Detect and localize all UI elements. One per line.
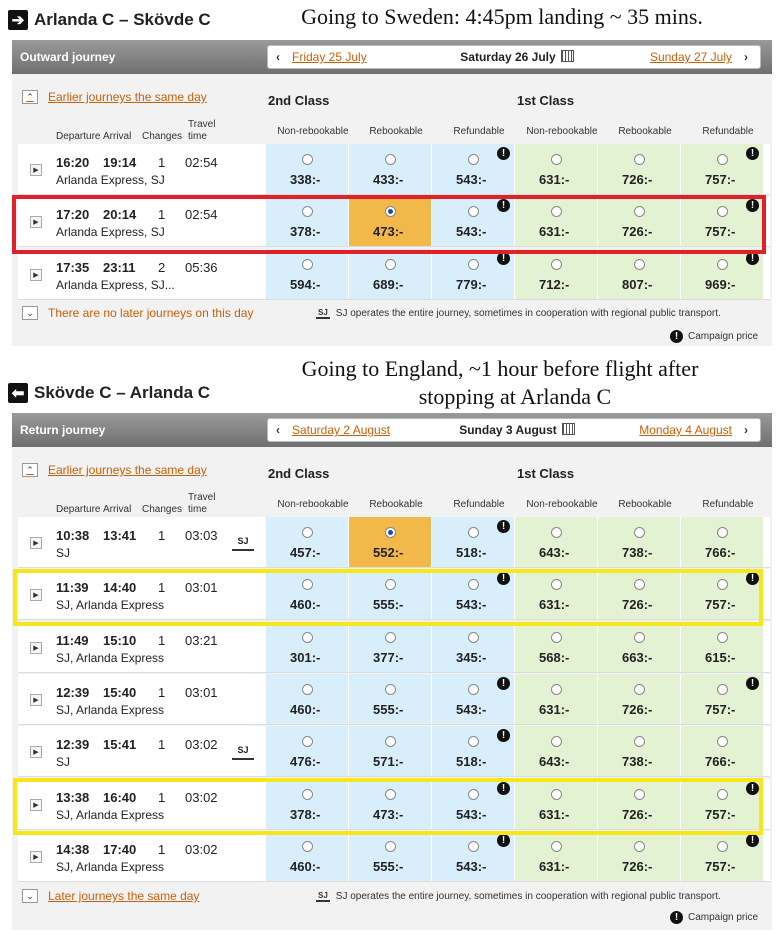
fare-radio-button[interactable] <box>385 684 396 695</box>
next-day-chevron-icon[interactable]: › <box>744 423 748 437</box>
campaign-price-icon: ! <box>746 572 759 585</box>
fare-radio-button[interactable] <box>717 684 728 695</box>
return-panel <box>12 447 772 930</box>
fare-radio-button[interactable] <box>551 527 562 538</box>
fare-price: 378:- <box>290 224 321 240</box>
changes-col-header: Changes <box>142 504 183 515</box>
expand-row-icon[interactable]: ▶ <box>30 746 42 758</box>
fare-price: 738:- <box>622 754 653 770</box>
fare-type-rebookable: Rebookable <box>369 499 423 510</box>
departure-time: 17:20 <box>56 207 90 223</box>
campaign-price-icon: ! <box>497 677 510 690</box>
arrival-time: 15:41 <box>103 737 137 753</box>
fare-cell[interactable] <box>515 622 597 672</box>
chevron-up-icon[interactable]: ⌃ <box>22 90 38 104</box>
fare-price: 712:- <box>539 276 570 292</box>
fare-radio-button[interactable] <box>634 632 645 643</box>
operators: SJ, Arlanda Express <box>56 859 165 874</box>
changes-count: 1 <box>158 841 166 857</box>
fare-cell[interactable] <box>515 249 597 299</box>
fare-radio-button[interactable] <box>634 684 645 695</box>
fare-cell[interactable] <box>681 517 763 567</box>
fare-radio-button[interactable] <box>468 259 479 270</box>
second-class-header: 2nd Class <box>268 93 330 108</box>
journey-row[interactable] <box>18 831 770 882</box>
fare-cell[interactable] <box>432 517 514 567</box>
arrival-time: 20:14 <box>103 207 137 223</box>
fare-price: 726:- <box>622 172 653 187</box>
fare-type-non-rebookable: Non-rebookable <box>526 126 598 137</box>
fare-cell[interactable] <box>432 674 514 724</box>
arrival-time: 15:40 <box>103 684 137 700</box>
operators: SJ, Arlanda Express <box>56 650 165 665</box>
fare-cell[interactable] <box>598 831 680 881</box>
fare-cell[interactable] <box>266 249 348 299</box>
fare-price: 757:- <box>705 701 736 717</box>
first-class-header: 1st Class <box>517 93 575 108</box>
fare-price: 726:- <box>622 701 653 717</box>
fare-cell[interactable] <box>349 831 431 881</box>
arrival-col-header: Arrival <box>103 504 132 515</box>
chevron-down-icon[interactable]: ⌄ <box>22 889 38 903</box>
fare-price: 631:- <box>539 701 570 717</box>
fare-cell[interactable] <box>515 726 597 776</box>
fare-radio-button[interactable] <box>634 736 645 747</box>
return-current-date: Sunday 3 August <box>432 423 602 437</box>
campaign-price-icon: ! <box>746 782 759 795</box>
changes-count: 1 <box>158 789 166 805</box>
fare-type-rebookable: Rebookable <box>618 126 672 137</box>
fare-cell[interactable] <box>681 622 763 672</box>
travel-time: 03:01 <box>185 684 218 700</box>
travel-time: 03:21 <box>185 632 218 648</box>
chevron-down-icon[interactable]: ⌄ <box>22 306 38 320</box>
fare-cell[interactable] <box>266 726 348 776</box>
fare-price: 726:- <box>622 806 653 822</box>
fare-type-refundable: Refundable <box>453 126 505 137</box>
changes-count: 1 <box>158 737 166 753</box>
fare-price: 518:- <box>456 545 487 560</box>
fare-radio-button[interactable] <box>385 259 396 270</box>
fare-price: 518:- <box>456 754 487 770</box>
fare-price: 555:- <box>373 597 404 613</box>
fare-cell[interactable] <box>432 726 514 776</box>
sj-logo-icon: SJ <box>232 742 254 760</box>
fare-radio-button[interactable] <box>717 154 728 165</box>
travel-time: 02:54 <box>185 155 218 170</box>
fare-price: 757:- <box>705 597 736 613</box>
fare-radio-button[interactable] <box>717 736 728 747</box>
travel-time: 03:02 <box>185 841 218 857</box>
changes-count: 1 <box>158 155 166 170</box>
campaign-price-icon: ! <box>746 147 759 160</box>
return-earlier-journeys-link[interactable]: ⌃ Earlier journeys the same day <box>22 463 207 477</box>
fare-price: 460:- <box>290 701 321 717</box>
fare-radio-button[interactable] <box>551 632 562 643</box>
fare-radio-button[interactable] <box>302 154 313 165</box>
campaign-price-icon: ! <box>497 520 510 533</box>
fare-price: 460:- <box>290 597 321 613</box>
fare-price: 757:- <box>705 224 736 240</box>
travel-time-col-header: Travel time <box>188 492 216 515</box>
fare-cell[interactable] <box>266 517 348 567</box>
fare-price: 631:- <box>539 597 570 613</box>
fare-radio-button[interactable] <box>717 841 728 852</box>
fare-radio-button[interactable] <box>385 154 396 165</box>
fare-cell[interactable] <box>432 144 514 194</box>
campaign-price-icon: ! <box>497 782 510 795</box>
journey-row[interactable] <box>18 249 770 300</box>
outward-current-date: Saturday 26 July <box>432 50 602 64</box>
fare-cell[interactable] <box>598 517 680 567</box>
arrival-time: 16:40 <box>103 789 137 805</box>
fare-price: 457:- <box>290 545 321 560</box>
fare-price: 543:- <box>456 701 487 717</box>
fare-radio-button[interactable] <box>302 632 313 643</box>
return-section <box>12 413 772 930</box>
campaign-price-icon: ! <box>497 147 510 160</box>
fare-cell[interactable] <box>681 249 763 299</box>
fare-price: 552:- <box>373 545 404 560</box>
fare-price: 726:- <box>622 597 653 613</box>
chevron-up-icon[interactable]: ⌃ <box>22 463 38 477</box>
fare-price: 726:- <box>622 858 653 874</box>
travel-time: 03:03 <box>185 528 218 543</box>
campaign-price-legend: ! Campaign price <box>670 911 758 924</box>
fare-price: 377:- <box>373 649 404 665</box>
fare-radio-button[interactable] <box>302 259 313 270</box>
expand-row-icon[interactable]: ▶ <box>30 216 42 228</box>
fare-type-refundable: Refundable <box>453 499 505 510</box>
fare-price: 460:- <box>290 858 321 874</box>
journey-row[interactable] <box>18 517 770 568</box>
fare-type-refundable: Refundable <box>702 499 754 510</box>
fare-type-rebookable: Rebookable <box>369 126 423 137</box>
sj-operates-note: SJ SJ operates the entire journey, sometimes in cooperation with regional public transport. <box>318 308 721 319</box>
operators: SJ <box>56 755 71 770</box>
outward-annotation: Going to Sweden: 4:45pm landing ~ 35 mins. <box>301 4 703 29</box>
arrival-time: 15:10 <box>103 632 137 648</box>
arrival-time: 23:11 <box>103 259 136 275</box>
fare-price: 568:- <box>539 649 570 665</box>
fare-price: 433:- <box>373 172 404 187</box>
fare-cell[interactable] <box>598 726 680 776</box>
campaign-price-icon: ! <box>670 911 683 924</box>
expand-row-icon[interactable]: ▶ <box>30 694 42 706</box>
fare-cell[interactable] <box>349 622 431 672</box>
fare-cell[interactable] <box>598 674 680 724</box>
campaign-price-icon: ! <box>497 199 510 212</box>
fare-cell[interactable] <box>349 726 431 776</box>
fare-cell[interactable] <box>598 144 680 194</box>
return-prev-date-link[interactable]: Saturday 2 August <box>292 423 391 437</box>
fare-cell[interactable] <box>349 674 431 724</box>
fare-cell[interactable] <box>266 831 348 881</box>
first-class-header: 1st Class <box>517 466 575 481</box>
departure-time: 16:20 <box>56 155 90 170</box>
departure-time: 17:35 <box>56 259 90 275</box>
return-annotation-line2: stopping at Arlanda C <box>418 384 612 409</box>
fare-price: 378:- <box>290 806 321 822</box>
fare-cell[interactable] <box>515 517 597 567</box>
fare-cell[interactable] <box>515 144 597 194</box>
operators: Arlanda Express, SJ... <box>56 277 175 292</box>
fare-price: 689:- <box>373 276 404 292</box>
campaign-price-icon: ! <box>497 729 510 742</box>
fare-radio-button[interactable] <box>468 527 479 538</box>
arrow-right-icon: ➔ <box>8 10 28 30</box>
travel-time: 03:01 <box>185 580 218 596</box>
fare-price: 345:- <box>456 649 487 665</box>
fare-price: 555:- <box>373 858 404 874</box>
fare-price: 757:- <box>705 806 736 822</box>
journey-row[interactable] <box>18 622 770 673</box>
fare-price: 555:- <box>373 701 404 717</box>
departure-time: 10:38 <box>56 528 90 543</box>
arrival-time: 13:41 <box>103 528 137 543</box>
fare-radio-button[interactable] <box>551 684 562 695</box>
sj-logo-icon: SJ <box>232 533 254 551</box>
operators: SJ, Arlanda Express <box>56 598 165 613</box>
travel-time: 05:36 <box>185 259 218 275</box>
campaign-price-icon: ! <box>670 330 683 343</box>
travel-time: 03:02 <box>185 737 218 753</box>
fare-cell[interactable] <box>432 249 514 299</box>
fare-radio-button[interactable] <box>717 527 728 538</box>
fare-cell[interactable] <box>515 674 597 724</box>
fare-price: 631:- <box>539 806 570 822</box>
fare-cell[interactable] <box>432 831 514 881</box>
expand-row-icon[interactable]: ▶ <box>30 537 42 549</box>
return-route-title: ⬅ Skövde C – Arlanda C <box>8 381 210 405</box>
journey-row[interactable] <box>18 674 770 725</box>
fare-price: 543:- <box>456 858 487 874</box>
fare-cell[interactable] <box>349 144 431 194</box>
highlight-box-yellow <box>13 778 763 835</box>
calendar-icon[interactable] <box>561 50 574 62</box>
arrow-left-icon: ⬅ <box>8 383 28 403</box>
changes-count: 2 <box>158 259 166 275</box>
fare-price: 643:- <box>539 754 570 770</box>
fare-cell[interactable] <box>266 144 348 194</box>
return-annotation-line1: Going to England, ~1 hour before flight after <box>301 356 699 381</box>
fare-radio-button[interactable] <box>302 841 313 852</box>
expand-row-icon[interactable]: ▶ <box>30 799 42 811</box>
fare-radio-button[interactable] <box>302 527 313 538</box>
fare-cell[interactable] <box>681 831 763 881</box>
return-next-date-link[interactable]: Monday 4 August <box>639 423 732 437</box>
fare-price: 631:- <box>539 224 570 240</box>
fare-radio-button[interactable] <box>468 841 479 852</box>
fare-price: 338:- <box>290 172 321 187</box>
fare-radio-button[interactable] <box>551 259 562 270</box>
fare-radio-button[interactable] <box>634 154 645 165</box>
fare-price: 766:- <box>705 754 736 770</box>
travel-time-col-header: Travel time <box>188 119 216 142</box>
fare-cell[interactable] <box>266 674 348 724</box>
fare-radio-button[interactable] <box>385 527 396 538</box>
fare-price: 726:- <box>622 224 653 240</box>
highlight-box-yellow <box>13 569 763 626</box>
campaign-price-icon: ! <box>497 252 510 265</box>
campaign-price-icon: ! <box>746 677 759 690</box>
fare-cell[interactable] <box>266 622 348 672</box>
fare-radio-button[interactable] <box>551 154 562 165</box>
prev-day-chevron-icon[interactable]: ‹ <box>276 423 280 437</box>
sj-operates-note: SJ SJ operates the entire journey, sometimes in cooperation with regional public transport. <box>318 891 721 902</box>
operators: Arlanda Express, SJ <box>56 225 165 240</box>
fare-price: 615:- <box>705 649 736 665</box>
campaign-price-icon: ! <box>746 252 759 265</box>
outward-journey-bar: Outward journey <box>12 40 772 74</box>
fare-type-non-rebookable: Non-rebookable <box>526 499 598 510</box>
outward-date-nav <box>267 45 761 69</box>
arrival-time: 14:40 <box>103 580 137 596</box>
return-date-nav <box>267 418 761 442</box>
fare-radio-button[interactable] <box>468 736 479 747</box>
departure-time: 12:39 <box>56 737 90 753</box>
fare-price: 473:- <box>373 224 404 240</box>
fare-price: 807:- <box>622 276 653 292</box>
fare-cell[interactable] <box>515 831 597 881</box>
outward-route-title: ➔ Arlanda C – Skövde C <box>8 8 211 32</box>
fare-cell[interactable] <box>349 249 431 299</box>
departure-col-header: Departure <box>56 504 101 515</box>
fare-price: 571:- <box>373 754 404 770</box>
fare-price: 543:- <box>456 224 487 240</box>
departure-col-header: Departure <box>56 131 101 142</box>
campaign-price-legend: ! Campaign price <box>670 330 758 343</box>
fare-radio-button[interactable] <box>385 632 396 643</box>
expand-row-icon[interactable]: ▶ <box>30 269 42 281</box>
sj-logo-icon: SJ <box>318 891 328 900</box>
fare-radio-button[interactable] <box>468 632 479 643</box>
changes-count: 1 <box>158 207 166 223</box>
outward-footer-link[interactable]: ⌄ There are no later journeys on this day <box>22 306 253 320</box>
travel-time: 03:02 <box>185 789 218 805</box>
fare-price: 594:- <box>290 276 321 292</box>
fare-price: 779:- <box>456 276 487 292</box>
outward-prev-date-link[interactable]: Friday 25 July <box>292 50 367 64</box>
fare-type-non-rebookable: Non-rebookable <box>277 499 349 510</box>
expand-row-icon[interactable]: ▶ <box>30 164 42 176</box>
journey-row[interactable] <box>18 144 770 195</box>
arrival-time: 19:14 <box>103 155 137 170</box>
fare-radio-button[interactable] <box>302 736 313 747</box>
changes-count: 1 <box>158 528 166 543</box>
changes-count: 1 <box>158 632 166 648</box>
departure-time: 13:38 <box>56 789 90 805</box>
fare-radio-button[interactable] <box>551 841 562 852</box>
fare-price: 757:- <box>705 858 736 874</box>
fare-radio-button[interactable] <box>634 841 645 852</box>
fare-type-rebookable: Rebookable <box>618 499 672 510</box>
highlight-box-red <box>12 195 766 254</box>
arrival-col-header: Arrival <box>103 131 132 142</box>
departure-time: 12:39 <box>56 684 90 700</box>
fare-type-non-rebookable: Non-rebookable <box>277 126 349 137</box>
departure-time: 14:38 <box>56 841 90 857</box>
campaign-price-icon: ! <box>746 199 759 212</box>
fare-cell[interactable] <box>598 249 680 299</box>
fare-radio-button[interactable] <box>468 154 479 165</box>
fare-price: 543:- <box>456 597 487 613</box>
operators: SJ <box>56 546 71 560</box>
fare-price: 757:- <box>705 172 736 187</box>
fare-price: 766:- <box>705 545 736 560</box>
campaign-price-icon: ! <box>746 834 759 847</box>
changes-col-header: Changes <box>142 131 183 142</box>
outward-next-date-link[interactable]: Sunday 27 July <box>649 50 732 64</box>
fare-price: 969:- <box>705 276 736 292</box>
second-class-header: 2nd Class <box>268 466 330 481</box>
outward-section <box>12 40 772 346</box>
travel-time: 02:54 <box>185 207 218 223</box>
return-footer-link[interactable]: ⌄ Later journeys the same day <box>22 889 199 903</box>
operators: SJ, Arlanda Express <box>56 807 165 822</box>
campaign-price-icon: ! <box>497 572 510 585</box>
departure-time: 11:49 <box>56 632 89 648</box>
fare-price: 663:- <box>622 649 653 665</box>
changes-count: 1 <box>158 580 166 596</box>
fare-type-refundable: Refundable <box>702 126 754 137</box>
fare-cell[interactable] <box>681 674 763 724</box>
fare-radio-button[interactable] <box>468 684 479 695</box>
fare-radio-button[interactable] <box>302 684 313 695</box>
fare-price: 738:- <box>622 545 653 560</box>
fare-radio-button[interactable] <box>717 259 728 270</box>
fare-price: 631:- <box>539 172 570 187</box>
outward-earlier-journeys-link[interactable]: ⌃ Earlier journeys the same day <box>22 90 207 104</box>
fare-price: 473:- <box>373 806 404 822</box>
fare-radio-button[interactable] <box>717 632 728 643</box>
fare-price: 643:- <box>539 545 570 560</box>
expand-row-icon[interactable]: ▶ <box>30 589 42 601</box>
operators: SJ, Arlanda Express <box>56 702 165 717</box>
fare-price: 301:- <box>290 649 321 665</box>
fare-cell[interactable] <box>681 726 763 776</box>
fare-price: 543:- <box>456 172 487 187</box>
fare-cell[interactable] <box>598 622 680 672</box>
sj-logo-icon: SJ <box>318 308 328 317</box>
operators: Arlanda Express, SJ <box>56 173 165 187</box>
departure-time: 11:39 <box>56 580 89 596</box>
expand-row-icon[interactable]: ▶ <box>30 851 42 863</box>
fare-radio-button[interactable] <box>385 841 396 852</box>
fare-radio-button[interactable] <box>634 259 645 270</box>
expand-row-icon[interactable]: ▶ <box>30 642 42 654</box>
next-day-chevron-icon[interactable]: › <box>744 50 748 64</box>
fare-radio-button[interactable] <box>551 736 562 747</box>
fare-price: 631:- <box>539 858 570 874</box>
calendar-icon[interactable] <box>562 423 575 435</box>
prev-day-chevron-icon[interactable]: ‹ <box>276 50 280 64</box>
fare-radio-button[interactable] <box>634 527 645 538</box>
journey-row[interactable] <box>18 726 770 777</box>
fare-price: 543:- <box>456 806 487 822</box>
changes-count: 1 <box>158 684 166 700</box>
arrival-time: 17:40 <box>103 841 137 857</box>
return-journey-bar: Return journey <box>12 413 772 447</box>
fare-price: 476:- <box>290 754 321 770</box>
campaign-price-icon: ! <box>497 834 510 847</box>
fare-cell[interactable] <box>681 144 763 194</box>
fare-cell[interactable] <box>349 517 431 567</box>
fare-radio-button[interactable] <box>385 736 396 747</box>
fare-cell[interactable] <box>432 622 514 672</box>
